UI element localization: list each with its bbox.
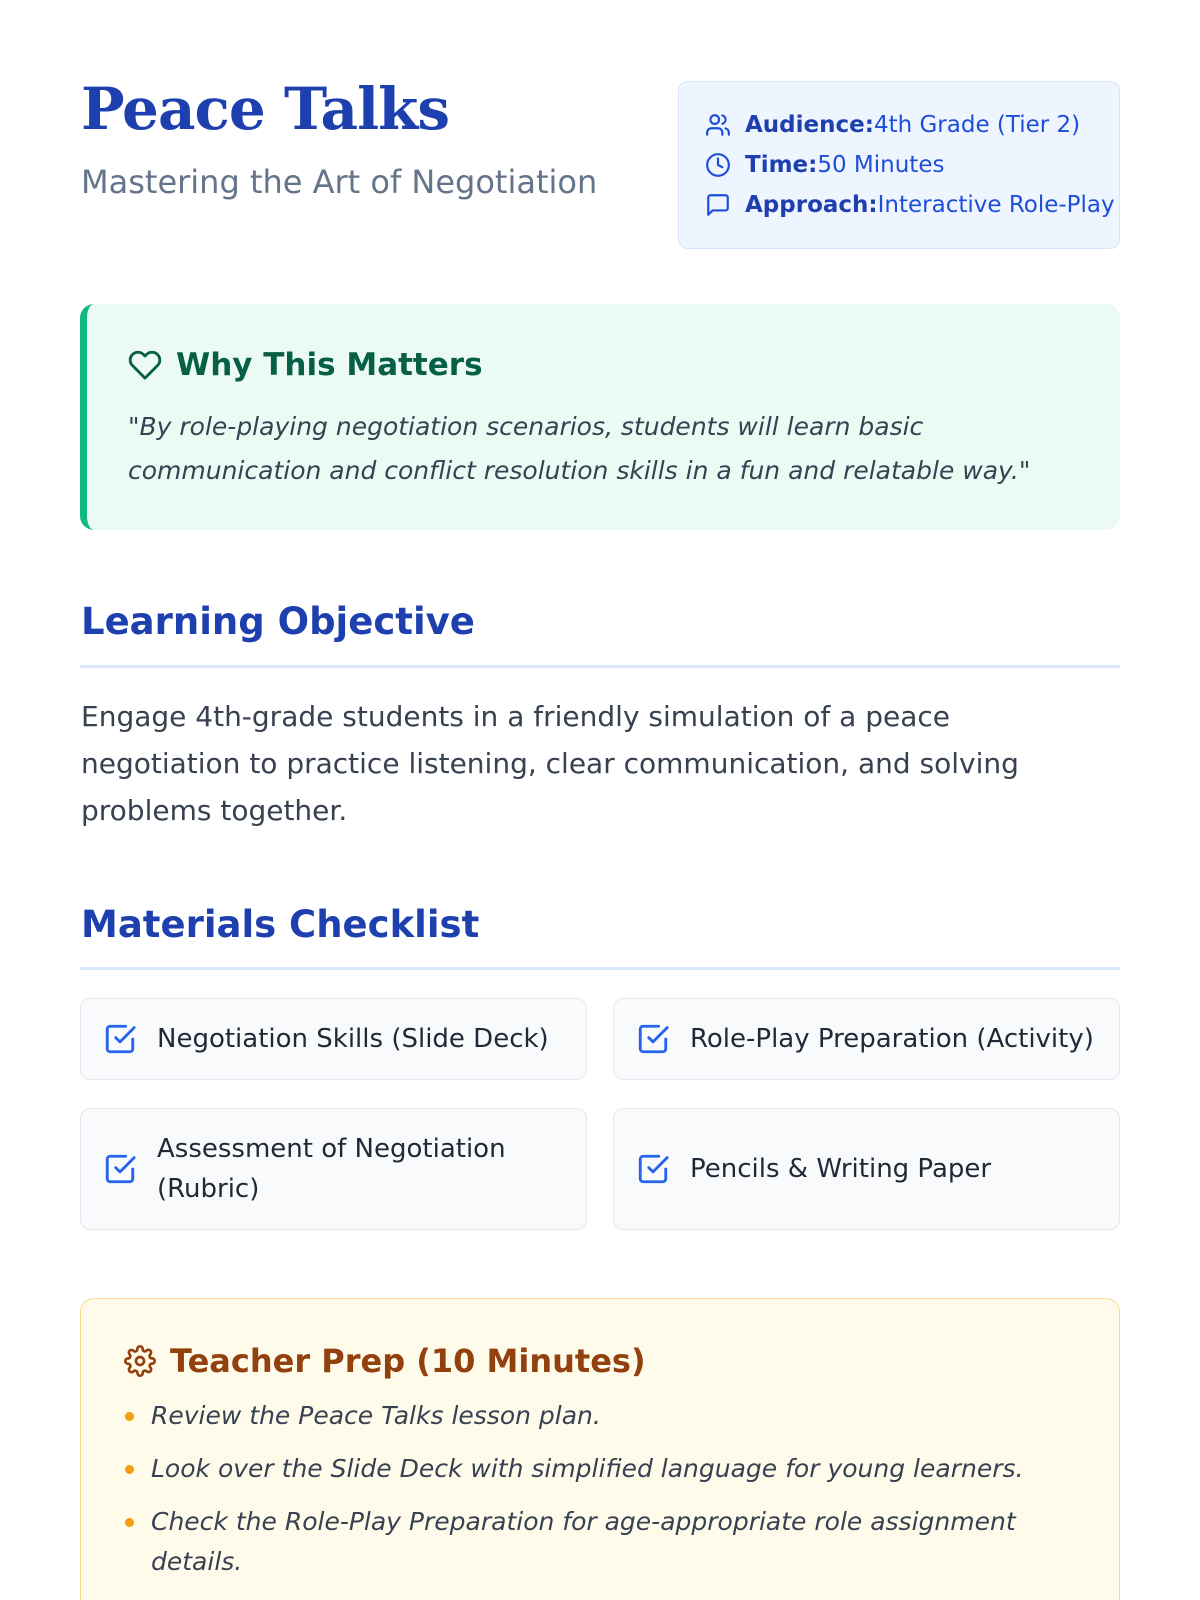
section-divider — [80, 967, 1120, 970]
learning-objective-heading: Learning Objective — [81, 600, 475, 643]
why-quote: "By role-playing negotiation scenarios, students will learn basic communication and conflict resolution skills in a fun and relatable way." — [128, 412, 1031, 485]
bullet-dot — [125, 1518, 134, 1527]
learning-objective-text: Engage 4th-grade students in a friendly simulation of a peace negotiation to practice listening, clear communication, and solving problems together. — [81, 700, 1019, 827]
users-icon — [705, 112, 731, 138]
approach-row — [705, 185, 1119, 225]
list-item — [124, 1502, 1064, 1582]
time-row — [705, 145, 1119, 185]
audience-label: Audience: — [745, 112, 874, 138]
teacher-prep-title-text: Teacher Prep (10 Minutes) — [170, 1342, 646, 1380]
material-item — [80, 1108, 587, 1230]
gear-icon — [124, 1345, 156, 1377]
heart-icon — [128, 348, 162, 382]
why-title — [128, 345, 1076, 385]
approach-label: Approach: — [745, 192, 878, 218]
list-item — [124, 1396, 1064, 1436]
list-item — [124, 1449, 1064, 1489]
prep-item-text: Check the Role-Play Preparation for age-appropriate role assignment details. — [151, 1507, 1016, 1576]
teacher-prep-title — [124, 1341, 1119, 1381]
material-item — [613, 998, 1120, 1080]
material-item — [613, 1108, 1120, 1230]
lesson-info-card — [678, 81, 1120, 249]
teacher-prep-list — [124, 1396, 1064, 1582]
material-item — [80, 998, 587, 1080]
page-subtitle: Mastering the Art of Negotiation — [81, 163, 598, 201]
audience-value: 4th Grade (Tier 2) — [873, 112, 1081, 138]
audience-row — [705, 105, 1119, 145]
checkbox-icon — [103, 1022, 137, 1056]
approach-value: Interactive Role-Play — [877, 192, 1115, 218]
message-icon — [705, 192, 731, 218]
material-label: Role-Play Preparation (Activity) — [690, 1024, 1094, 1054]
why-this-matters-card — [80, 304, 1120, 530]
time-label: Time: — [745, 152, 818, 178]
teacher-prep-card — [80, 1298, 1120, 1600]
section-divider — [80, 665, 1120, 668]
checkbox-icon — [636, 1152, 670, 1186]
clock-icon — [705, 152, 731, 178]
material-label: Pencils & Writing Paper — [690, 1154, 992, 1184]
time-value: 50 Minutes — [817, 152, 945, 178]
why-title-text: Why This Matters — [176, 347, 483, 383]
prep-item-text: Review the Peace Talks lesson plan. — [151, 1401, 601, 1430]
checkbox-icon — [636, 1022, 670, 1056]
material-label: Negotiation Skills (Slide Deck) — [157, 1024, 549, 1054]
materials-heading: Materials Checklist — [81, 903, 480, 946]
checkbox-icon — [103, 1152, 137, 1186]
bullet-dot — [125, 1465, 134, 1474]
material-label: Assessment of Negotiation (Rubric) — [157, 1134, 506, 1204]
page-title: Peace Talks — [81, 75, 450, 143]
prep-item-text: Look over the Slide Deck with simplified language for young learners. — [151, 1454, 1024, 1483]
bullet-dot — [125, 1412, 134, 1421]
